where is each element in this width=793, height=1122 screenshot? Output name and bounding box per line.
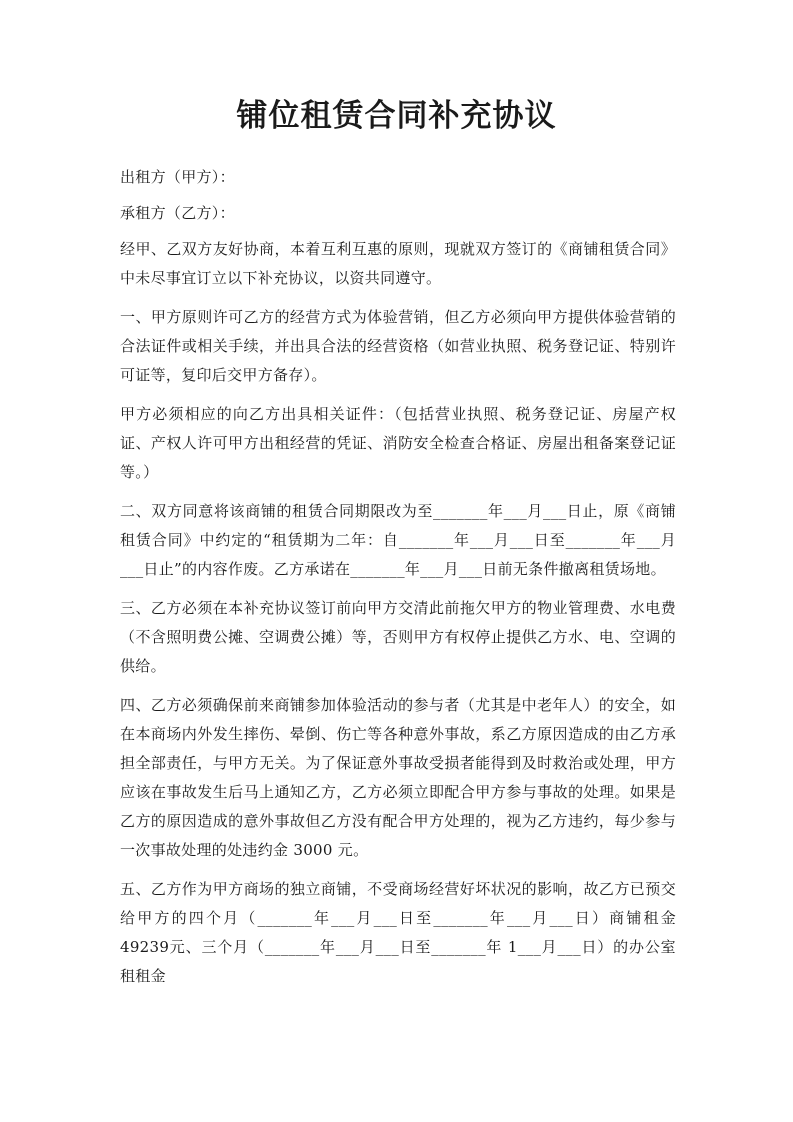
clause-1-supplement-paragraph: 甲方必须相应的向乙方出具相关证件：（包括营业执照、税务登记证、房屋产权证、产权人许可甲方出租经营的凭证、消防安全检查合格证、房屋出租备案登记证等。） — [120, 405, 676, 481]
preamble-paragraph: 经甲、乙双方友好协商，本着互利互惠的原则，现就双方签订的《商铺租赁合同》中未尽事宜订立以下补充协议，以资共同遵守。 — [120, 240, 676, 287]
clause-4-paragraph: 四、乙方必须确保前来商铺参加体验活动的参与者（尤其是中老年人）的安全，如在本商场内外发生摔伤、晕倒、伤亡等各种意外事故，系乙方原因造成的由乙方承担全部责任，与甲方无关。为了保证意外事故受损者能得到及时救治或处理，甲方应该在事故发生后马上通知乙方，乙方必须立即配合甲方参与事故的处理。如果是乙方的原因造成的意外事故但乙方没有配合甲方处理的，视为乙方违约，每少参与一次事故处理的处违约金 3000 元。 — [120, 696, 676, 859]
document-title: 铺位租赁合同补充协议 — [236, 98, 557, 134]
clause-3-paragraph: 三、乙方必须在本补充协议签订前向甲方交清此前拖欠甲方的物业管理费、水电费（不含照明费公摊、空调费公摊）等，否则甲方有权停止提供乙方水、电、空调的供给。 — [120, 599, 676, 675]
clause-2-paragraph: 二、双方同意将该商铺的租赁合同期限改为至_______年___月___日止，原《商铺租赁合同》中约定的“租赁期为二年：自_______年___月___日至_______年___月___日止”的内容作废。乙方承诺在_______年___月___日前无条件撤离租赁场地。 — [120, 502, 676, 578]
lessee-line: 承租方（乙方）： — [120, 204, 235, 222]
document-body — [120, 163, 676, 1001]
clause-1-paragraph: 一、甲方原则许可乙方的经营方式为体验营销，但乙方必须向甲方提供体验营销的合法证件或相关手续，并出具合法的经营资格（如营业执照、税务登记证、特别许可证等，复印后交甲方备存）。 — [120, 308, 676, 384]
lessor-line: 出租方（甲方）： — [120, 168, 235, 186]
clause-5-paragraph: 五、乙方作为甲方商场的独立商铺，不受商场经营好坏状况的影响，故乙方已预交给甲方的四个月（_______年___月___日至_______年___月___日）商铺租金 49239元、三个月（_______年___月___日至_______年 1___月___日）的办公室租租金 — [120, 880, 676, 985]
